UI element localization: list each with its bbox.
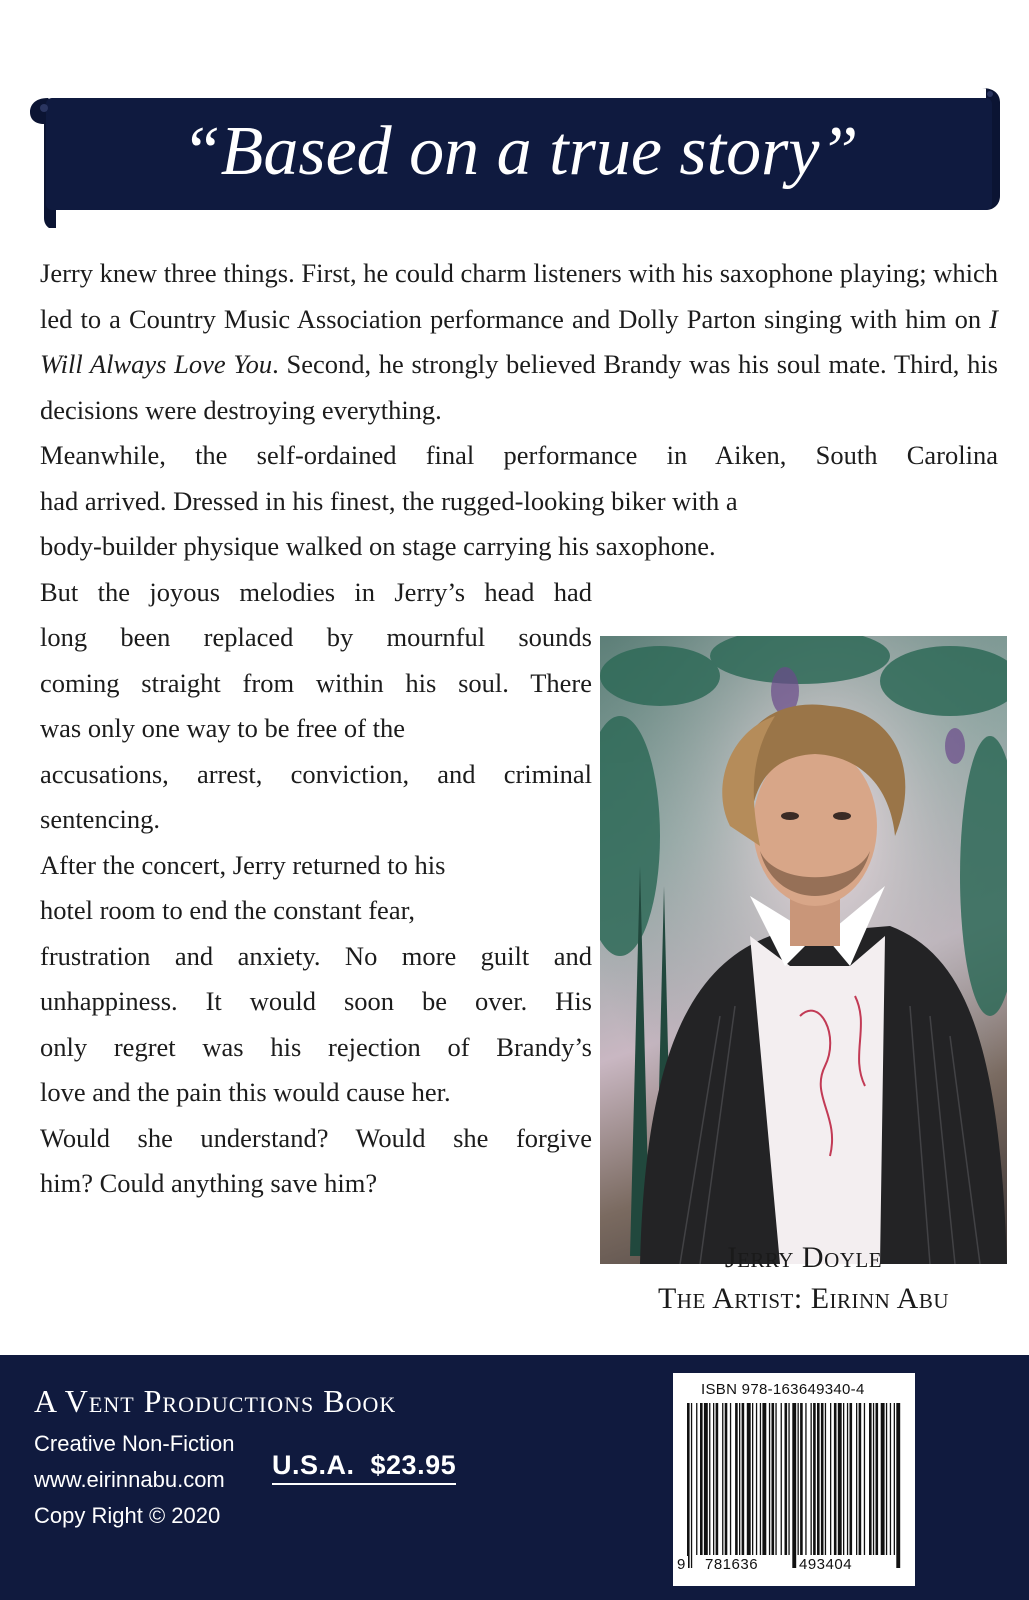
paragraph-1-text-a: Jerry knew three things. First, he could charm listeners with his saxophone playing; which led to a Country Music Association performance and Dolly Parton singing with him on (40, 258, 998, 334)
price-region: U.S.A. (272, 1450, 355, 1480)
paragraph-3-line: sentencing. (40, 804, 160, 834)
barcode-icon (687, 1403, 901, 1568)
paragraph-2-line: Meanwhile, the self-ordained final performance in Aiken, South Carolina (40, 440, 998, 470)
barcode-digits-right: 493404 (799, 1556, 853, 1573)
author-photo (600, 636, 1007, 1264)
paragraph-2 (40, 433, 998, 570)
price-value: $23.95 (370, 1450, 457, 1480)
paragraph-4-line: love and the pain this would cause her. (40, 1077, 451, 1107)
paragraph-2-line: had arrived. Dressed in his finest, the rugged-looking biker with a (40, 485, 738, 516)
isbn-label: ISBN 978-163649340-4 (701, 1381, 865, 1398)
genre-label: Creative Non-Fiction (34, 1431, 235, 1456)
barcode-lead-digit: 9 (677, 1556, 686, 1573)
author-portrait-illustration (600, 636, 1007, 1264)
banner-title: “Based on a true story” (181, 113, 859, 190)
price-tag (272, 1450, 456, 1485)
paragraph-3 (40, 570, 592, 843)
paragraph-2-line: body-builder physique walked on stage carrying his saxophone. (40, 531, 716, 561)
publisher-name: A Vent Productions Book (34, 1383, 397, 1419)
paragraph-3-line: accusations, arrest, conviction, and criminal (40, 758, 592, 789)
artist-name: The Artist: Eirinn Abu (657, 1282, 950, 1315)
paragraph-1 (40, 251, 998, 433)
title-banner (30, 88, 1010, 216)
paragraph-3-line: long been replaced by mournful sounds (40, 622, 592, 652)
paragraph-4-line: only regret was his rejection of Brandy’s (40, 1031, 592, 1062)
paragraph-3-line: But the joyous melodies in Jerry’s head had (40, 576, 592, 607)
paragraph-4-line: frustration and anxiety. No more guilt and (40, 940, 592, 971)
author-name: Jerry Doyle (724, 1241, 883, 1274)
website-link[interactable]: www.eirinnabu.com (34, 1467, 225, 1492)
copyright-notice: Copy Right © 2020 (34, 1503, 221, 1528)
paragraph-3-line: was only one way to be free of the (40, 713, 405, 743)
paragraph-4-line: him? Could anything save him? (40, 1168, 378, 1198)
barcode-box (673, 1373, 915, 1586)
song-title: I Will Always Love You (40, 303, 998, 379)
footer-panel (0, 1355, 1029, 1600)
paragraph-4-line: hotel room to end the constant fear, (40, 895, 415, 925)
paragraph-1-text-b: . Second, he strongly believed Brandy was his soul mate. Third, his decisions were destroying everything. (40, 349, 998, 425)
paragraph-4-line: unhappiness. It would soon be over. His (40, 986, 592, 1016)
paragraph-3-line: coming straight from within his soul. There (40, 667, 592, 698)
barcode-digits-left: 781636 (705, 1556, 759, 1573)
paragraph-4-line: Would she understand? Would she forgive (40, 1122, 592, 1153)
paragraph-4-line: After the concert, Jerry returned to his (40, 849, 446, 880)
paragraph-4 (40, 843, 592, 1207)
